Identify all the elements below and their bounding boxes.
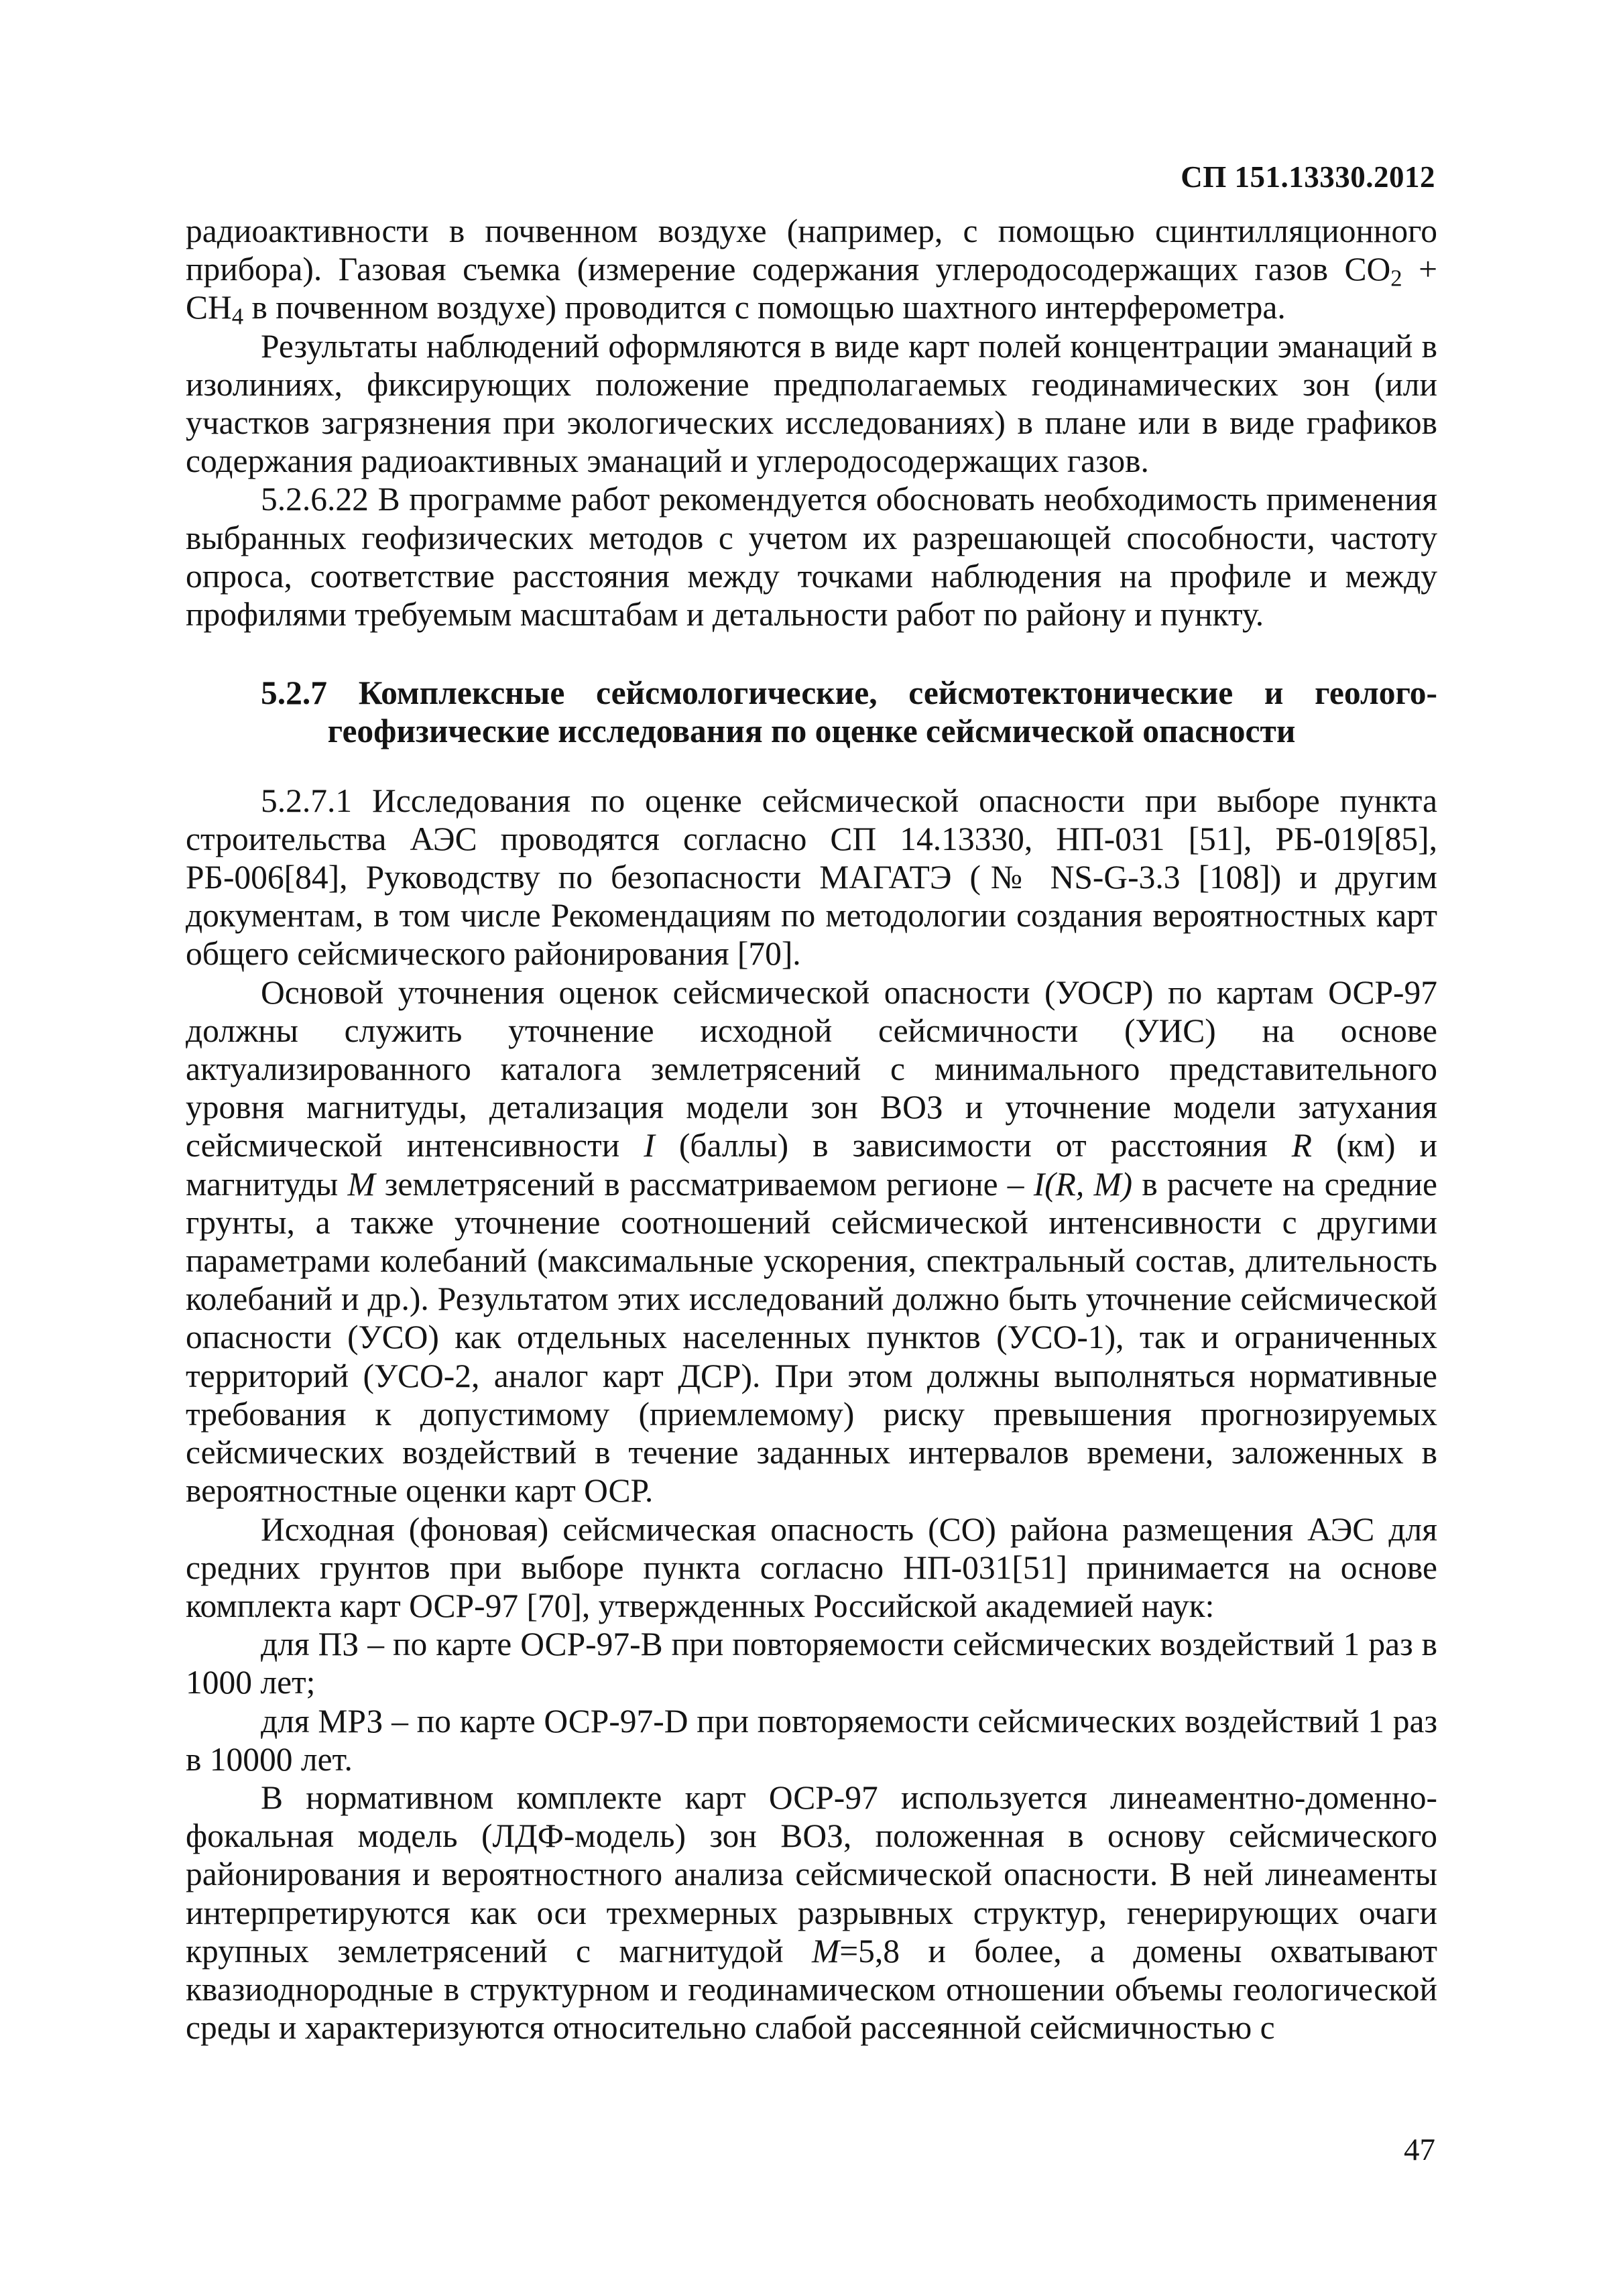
italic-symbol-m: M bbox=[347, 1165, 375, 1203]
paragraph-text: (км) и магнитуды bbox=[186, 1127, 1437, 1203]
page-number: 47 bbox=[1404, 2132, 1435, 2167]
subscript-co2: 2 bbox=[1390, 265, 1402, 292]
section-heading-line2: геофизические исследования по оценке сейсмической опасности bbox=[327, 713, 1296, 750]
italic-formula-irm: I(R, M) bbox=[1033, 1165, 1133, 1203]
paragraph-text: радиоактивности в почвенном воздухе (например, с помощью сцинтилляционного прибора). Газовая съемка (измерение содержания углеродосодержащих газов CO bbox=[186, 213, 1437, 288]
paragraph-text: =5,8 и более, а домены охватывают квазиоднородные в структурном и геодинамическом отношении объемы геологической среды и характеризуются относительно слабой рассеянной сейсмичностью с bbox=[186, 1932, 1437, 2047]
subscript-ch4: 4 bbox=[231, 304, 244, 330]
paragraph-uosr bbox=[186, 973, 1437, 1510]
italic-symbol-r: R bbox=[1291, 1127, 1313, 1164]
italic-symbol-m: M bbox=[812, 1932, 840, 1970]
paragraph-radioactivity bbox=[186, 212, 1437, 330]
paragraph-results: Результаты наблюдений оформляются в виде карт полей концентрации эманаций в изолиниях, фиксирующих положение предполагаемых геодинамических зон (или участков загрязнения при экологических исследованиях) в плане или в виде графиков содержания радиоактивных эманаций и углеродосодержащих газов. bbox=[186, 327, 1437, 480]
paragraph-5-2-7-1: 5.2.7.1 Исследования по оценке сейсмической опасности при выборе пункта строительства АЭС проводятся согласно СП 14.13330, НП-031 [51], РБ-019[85], РБ-006[84], Руководству по безопасности МАГАТЭ (№ NS-G-3.3 [108]) и другим документам, в том числе Рекомендациям по методологии создания вероятностных карт общего сейсмического районирования [70]. bbox=[186, 782, 1437, 973]
paragraph-text: (баллы) в зависимости от расстояния bbox=[654, 1127, 1292, 1164]
paragraph-text: в почвенном воздухе) проводится с помощью шахтного интерферометра. bbox=[243, 289, 1286, 326]
document-body bbox=[186, 212, 1437, 2047]
section-heading-line1: 5.2.7 Комплексные сейсмологические, сейсмотектонические и геолого- bbox=[261, 674, 1437, 712]
paragraph-text: землетрясений в рассматриваемом регионе – bbox=[375, 1165, 1034, 1203]
paragraph-text: Основой уточнения оценок сейсмической опасности (УОСР) по картам ОСР-97 должны служить уточнение исходной сейсмичности (УИС) на основе актуализированного каталога землетрясений с минимального представительного уровня магнитуды, детализация модели зон ВОЗ и уточнение модели затухания сейсмической интенсивности bbox=[186, 973, 1437, 1164]
paragraph-pz: для ПЗ – по карте ОСР-97-В при повторяемости сейсмических воздействий 1 раз в 1000 лет; bbox=[186, 1626, 1437, 1701]
document-code-header: СП 151.13330.2012 bbox=[1181, 160, 1435, 194]
paragraph-ldf-model bbox=[186, 1778, 1437, 2047]
paragraph-mrz: для МРЗ – по карте ОСР-97-D при повторяемости сейсмических воздействий 1 раз в 10000 лет. bbox=[186, 1702, 1437, 1778]
paragraph-text: в расчете на средние грунты, а также уточнение соотношений сейсмической интенсивности с другими параметрами колебаний (максимальные ускорения, спектральный состав, длительность колебаний и др.). Результатом этих исследований должно быть уточнение сейсмической опасности (УСО) как отдельных населенных пунктов (УСО-1), так и ограниченных территорий (УСО-2, аналог карт ДСР). При этом должны выполняться нормативные требования к допустимому (приемлемому) риску превышения прогнозируемых сейсмических воздействий в течение заданных интервалов времени, заложенных в вероятностные оценки карт ОСР. bbox=[186, 1165, 1437, 1510]
section-heading-5-2-7 bbox=[186, 674, 1437, 750]
italic-symbol-i: I bbox=[644, 1127, 655, 1164]
paragraph-initial-hazard: Исходная (фоновая) сейсмическая опасность (СО) района размещения АЭС для средних грунтов при выборе пункта согласно НП-031[51] принимается на основе комплекта карт ОСР-97 [70], утвержденных Российской академией наук: bbox=[186, 1510, 1437, 1624]
paragraph-5-2-6-22: 5.2.6.22 В программе работ рекомендуется обосновать необходимость применения выбранных геофизических методов с учетом их разрешающей способности, частоту опроса, соответствие расстояния между точками наблюдения на профиле и между профилями требуемым масштабам и детальности работ по району и пункту. bbox=[186, 481, 1437, 633]
paragraph-text: В нормативном комплекте карт ОСР-97 используется линеаментно-доменно-фокальная модель (ЛДФ-модель) зон ВОЗ, положенная в основу сейсмического районирования и вероятностного анализа сейсмической опасности. В ней линеаменты интерпретируются как оси трехмерных разрывных структур, генерирующих очаги крупных землетрясений с магнитудой bbox=[186, 1778, 1437, 1970]
paragraph-text: + CH bbox=[186, 251, 1437, 326]
